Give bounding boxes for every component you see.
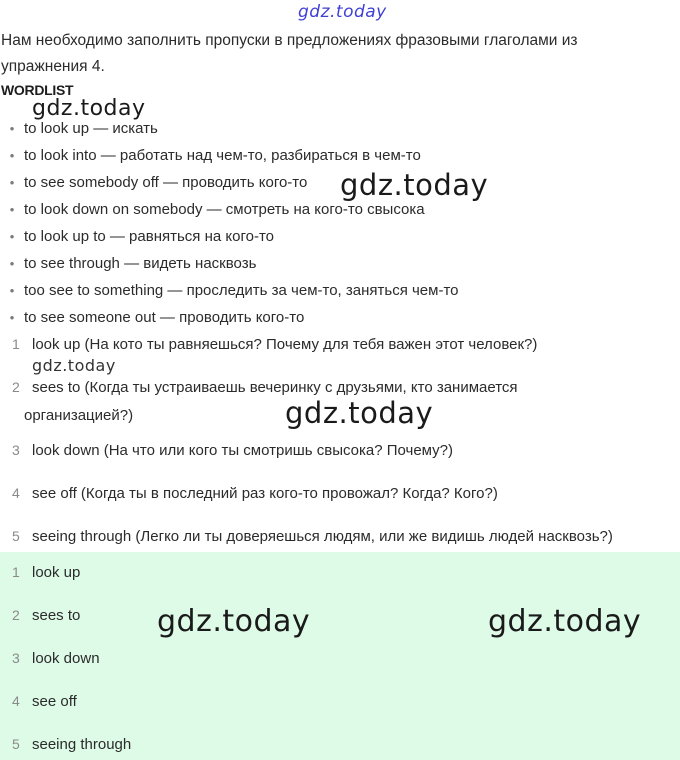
question-text-continued: организацией?) xyxy=(24,407,134,424)
bullet-icon: • xyxy=(9,121,15,136)
answer-text: see off xyxy=(32,693,77,710)
watermark: gdz.today xyxy=(32,96,146,121)
question-text: see off (Когда ты в последний раз кого-то провожал? Когда? Кого?) xyxy=(32,485,498,502)
question-item xyxy=(0,480,498,507)
question-text: look down (На что или кого ты смотришь свысока? Почему?) xyxy=(32,442,454,459)
question-number: 1 xyxy=(12,336,20,352)
bullet-icon: • xyxy=(9,175,15,190)
answer-number: 5 xyxy=(12,736,20,752)
wordlist-item-text: to look up — искать xyxy=(24,120,158,137)
watermark: gdz.today xyxy=(32,356,116,375)
list-item xyxy=(0,142,459,169)
question-item xyxy=(0,374,518,429)
wordlist-item-text: to see through — видеть насквозь xyxy=(24,255,257,272)
answer-item xyxy=(0,690,77,713)
answer-text: look down xyxy=(32,650,100,667)
answer-item xyxy=(0,604,80,627)
question-text: sees to (Когда ты устраиваешь вечеринку с друзьями, кто занимается xyxy=(32,379,518,396)
watermark: gdz.today xyxy=(157,604,311,639)
answer-text: seeing through xyxy=(32,736,132,753)
intro-text: Нам необходимо заполнить пропуски в предложениях фразовыми глаголами из упражнения 4. xyxy=(1,32,578,75)
answer-number: 4 xyxy=(12,693,20,709)
question-number: 3 xyxy=(12,442,20,458)
wordlist-item-text: to look up to — равняться на кого-то xyxy=(24,228,274,245)
answer-number: 1 xyxy=(12,564,20,580)
wordlist-item-text: to see someone out — проводить кого-то xyxy=(24,309,305,326)
bullet-icon: • xyxy=(9,310,15,325)
watermark: gdz.today xyxy=(488,604,642,639)
list-item xyxy=(0,304,459,331)
answer-text: look up xyxy=(32,564,81,581)
watermark: gdz.today xyxy=(298,2,387,22)
bullet-icon: • xyxy=(9,202,15,217)
watermark: gdz.today xyxy=(340,168,489,202)
wordlist-item-text: to look down on somebody — смотреть на кого-то свысока xyxy=(24,201,425,218)
wordlist-item-text: to see somebody off — проводить кого-то xyxy=(24,174,308,191)
question-number: 2 xyxy=(12,379,20,395)
answer-item xyxy=(0,647,100,670)
answer-item xyxy=(0,561,80,584)
answers-panel xyxy=(0,552,680,760)
list-item xyxy=(0,277,459,304)
list-item xyxy=(0,223,459,250)
bullet-icon: • xyxy=(9,283,15,298)
wordlist-item-text: too see to something — проследить за чем-то, заняться чем-то xyxy=(24,282,459,299)
question-text: look up (На кото ты равняешься? Почему для тебя важен этот человек?) xyxy=(32,336,538,353)
question-number: 4 xyxy=(12,485,20,501)
bullet-icon: • xyxy=(9,229,15,244)
answer-item xyxy=(0,733,131,756)
wordlist-title: WORDLIST xyxy=(1,82,74,98)
wordlist xyxy=(0,115,459,331)
answer-text: sees to xyxy=(32,607,81,624)
answer-number: 3 xyxy=(12,650,20,666)
question-item xyxy=(0,437,453,464)
bullet-icon: • xyxy=(9,148,15,163)
question-item xyxy=(0,523,613,550)
wordlist-item-text: to look into — работать над чем-то, разбираться в чем-то xyxy=(24,147,421,164)
question-number: 5 xyxy=(12,528,20,544)
watermark: gdz.today xyxy=(285,396,434,430)
bullet-icon: • xyxy=(9,256,15,271)
question-item xyxy=(0,331,537,358)
answer-number: 2 xyxy=(12,607,20,623)
list-item xyxy=(0,250,459,277)
question-text: seeing through (Легко ли ты доверяешься людям, или же видишь людей насквозь?) xyxy=(32,528,613,545)
